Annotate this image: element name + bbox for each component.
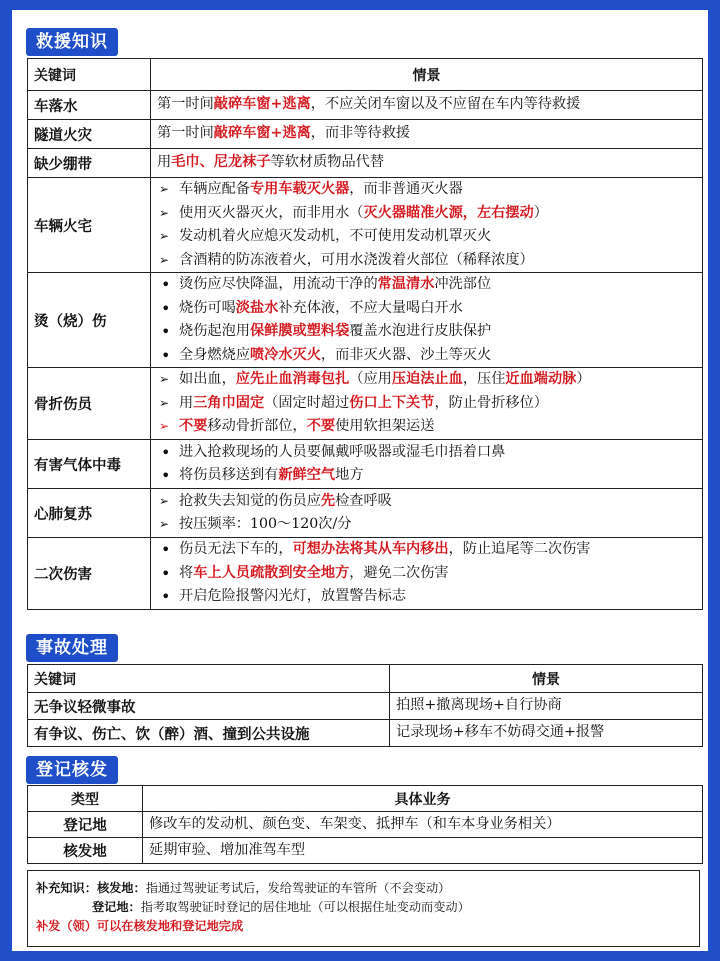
- rescue-row-key: 有害气体中毒: [28, 440, 151, 489]
- list-item: [157, 273, 696, 297]
- arrow-bullet-icon: ➢: [159, 182, 170, 196]
- scenario-list: [157, 441, 696, 488]
- accident-row: [28, 720, 703, 747]
- plain-text: 使用灭火器灭火，而非用水（: [179, 204, 364, 221]
- plain-text: 第一时间: [157, 125, 214, 142]
- list-item: [157, 562, 696, 586]
- list-item: [157, 368, 696, 392]
- highlight-text: 专用车载灭火器: [249, 181, 350, 197]
- arrow-bullet-icon: ➢: [159, 372, 170, 387]
- registration-row-key: 核发地: [28, 838, 143, 864]
- rescue-row: [28, 120, 703, 149]
- plain-text: 进入抢救现场的人员要佩戴呼吸器或湿毛巾捂着口鼻: [179, 443, 506, 460]
- list-item: [157, 344, 696, 368]
- rescue-row-scenario: [151, 538, 703, 610]
- accident-row: [28, 693, 703, 720]
- accident-row-value: 记录现场+移车不妨碍交通+报警: [390, 720, 703, 747]
- list-item: [157, 490, 696, 514]
- plain-text: 烫伤应尽快降温，用流动干净的: [179, 276, 378, 292]
- bullet-dot-icon: •: [161, 466, 171, 485]
- highlight-text: 压迫法止血: [391, 371, 463, 388]
- supplement-note: [27, 870, 700, 947]
- plain-text: ，不应关闭车窗以及不应留在车内等待救援: [310, 96, 581, 113]
- plain-text: 伤员无法下车的，: [179, 541, 293, 558]
- rescue-row-scenario: [151, 149, 703, 178]
- highlight-text: 近血端动脉: [505, 371, 577, 388]
- accident-header-scenario: 情景: [390, 665, 703, 693]
- rescue-row-key: 隧道火灾: [28, 120, 151, 149]
- plain-text: 覆盖水泡进行皮肤保护: [349, 323, 492, 339]
- accident-section-title: 事故处理: [26, 634, 118, 662]
- plain-text: 第一时间: [157, 96, 214, 113]
- rescue-table: [27, 58, 703, 610]
- list-item: [157, 202, 696, 226]
- registration-row: [28, 838, 703, 864]
- plain-text: 发动机着火应熄灭发动机，不可使用发动机罩灭火: [179, 228, 492, 244]
- page: [12, 10, 708, 951]
- note-label: 补充知识：: [36, 881, 97, 895]
- plain-text: 检查呼吸: [335, 492, 392, 509]
- plain-text: ）: [576, 371, 591, 388]
- arrow-bullet-icon: ➢: [159, 493, 170, 508]
- plain-text: 抢救失去知觉的伤员应: [179, 492, 321, 509]
- highlight-text: 灭火器瞄准火源，左右摆动: [363, 204, 534, 221]
- note-line1-key: 核发地：: [96, 881, 146, 895]
- rescue-row-scenario: [151, 120, 703, 149]
- rescue-row-scenario: [151, 489, 703, 538]
- scenario-list: [157, 273, 696, 367]
- plain-text: 车辆应配备: [179, 181, 250, 197]
- rescue-row: [28, 273, 703, 368]
- plain-text: 按压频率：100～120次/分: [179, 516, 352, 532]
- note-line1-value: 指通过驾驶证考试后，发给驾驶证的车管所（不会变动）: [145, 881, 451, 895]
- plain-text: 冲洗部位: [434, 276, 492, 292]
- highlight-text: 淡盐水: [235, 299, 279, 316]
- registration-row-key: 登记地: [28, 812, 143, 838]
- plain-text: ，压住: [462, 371, 506, 388]
- rescue-row-key: 车落水: [28, 91, 151, 120]
- accident-row-key: 有争议、伤亡、饮（醉）酒、撞到公共设施: [28, 720, 390, 747]
- list-item: [157, 513, 696, 537]
- accident-row-key: 无争议轻微事故: [28, 693, 390, 720]
- arrow-bullet-icon: ➢: [159, 205, 170, 220]
- highlight-text: 保鲜膜或塑料袋: [249, 323, 350, 339]
- highlight-text: 喷冷水灭火: [249, 346, 321, 363]
- rescue-row-key: 二次伤害: [28, 538, 151, 610]
- plain-text: ，防止骨折移位）: [434, 394, 548, 411]
- note-line3: 补发（领）可以在核发地和登记地完成: [36, 919, 244, 933]
- list-item: [157, 585, 696, 609]
- bullet-dot-icon: •: [161, 563, 171, 583]
- accident-row-value: 拍照+撤离现场+自行协商: [390, 693, 703, 720]
- scenario-list: [157, 368, 696, 439]
- plain-text: 烧伤起泡用: [179, 323, 250, 339]
- rescue-row-scenario: [151, 91, 703, 120]
- rescue-row: [28, 538, 703, 610]
- accident-header-keyword: 关键词: [28, 665, 390, 693]
- list-item: [157, 320, 696, 344]
- list-item: [157, 538, 696, 562]
- highlight-text: 车上人员疏散到安全地方: [193, 564, 350, 581]
- accident-table: [27, 664, 703, 747]
- list-item: [157, 178, 696, 202]
- highlight-text: 三角巾固定: [193, 394, 265, 411]
- note-line2-key: 登记地：: [92, 900, 141, 914]
- highlight-text: 伤口上下关节: [349, 394, 435, 411]
- registration-row: [28, 812, 703, 838]
- highlight-text: 新鲜空气: [278, 467, 336, 483]
- plain-text: ）: [533, 204, 548, 221]
- arrow-bullet-icon: ➢: [159, 395, 170, 410]
- scenario-list: [157, 538, 696, 609]
- arrow-bullet-icon: ➢: [159, 517, 170, 531]
- arrow-bullet-icon: ➢: [159, 419, 170, 434]
- rescue-row: [28, 178, 703, 273]
- plain-text: 烧伤可喝: [179, 299, 236, 316]
- list-item: [157, 297, 696, 321]
- plain-text: ，避免二次伤害: [349, 564, 449, 581]
- plain-text: 如出血，: [179, 371, 236, 388]
- registration-header-business: 具体业务: [143, 786, 703, 812]
- list-item: [157, 464, 696, 488]
- plain-text: （固定时超过: [264, 394, 350, 411]
- plain-text: 等软材质物品代替: [270, 154, 385, 171]
- plain-text: ，而非等待救援: [310, 125, 411, 142]
- highlight-text: 可想办法将其从车内移出: [292, 541, 449, 558]
- list-item: [157, 225, 696, 249]
- rescue-row-scenario: [151, 440, 703, 489]
- arrow-bullet-icon: ➢: [159, 229, 170, 243]
- bullet-dot-icon: •: [161, 275, 171, 294]
- plain-text: 用: [157, 154, 172, 171]
- plain-text: 将: [179, 564, 194, 581]
- plain-text: 将伤员移送到有: [179, 467, 279, 483]
- rescue-row: [28, 440, 703, 489]
- rescue-header-keyword: 关键词: [28, 59, 151, 91]
- plain-text: （应用: [349, 371, 392, 388]
- plain-text: 地方: [335, 467, 364, 483]
- registration-table: [27, 785, 703, 864]
- highlight-text: 常温清水: [377, 276, 435, 292]
- bullet-dot-icon: •: [161, 345, 171, 365]
- registration-row-value: 延期审验、增加准驾车型: [143, 838, 703, 864]
- plain-text: 全身燃烧应: [179, 346, 250, 363]
- rescue-row-key: 缺少绷带: [28, 149, 151, 178]
- list-item: [157, 249, 696, 273]
- rescue-row-key: 骨折伤员: [28, 368, 151, 440]
- rescue-row: [28, 91, 703, 120]
- list-item: [157, 415, 696, 439]
- plain-text: 使用软担架运送: [335, 418, 435, 435]
- highlight-text: 毛巾、尼龙袜子: [171, 154, 271, 171]
- highlight-text: 不要: [306, 418, 336, 435]
- registration-header-type: 类型: [28, 786, 143, 812]
- plain-text: 补充体液，不应大量喝白开水: [278, 299, 463, 316]
- note-line2-value: 指考取驾驶证时登记的居住地址（可以根据住址变动而变动）: [140, 900, 470, 914]
- highlight-text: 不要: [179, 418, 208, 435]
- highlight-text: 先: [320, 492, 336, 509]
- rescue-row-key: 心肺复苏: [28, 489, 151, 538]
- highlight-text: 敲碎车窗+逃离: [213, 125, 311, 142]
- registration-section-title: 登记核发: [26, 756, 118, 784]
- list-item: [157, 392, 696, 416]
- rescue-row-key: 烫（烧）伤: [28, 273, 151, 368]
- list-item: [157, 441, 696, 465]
- plain-text: 移动骨折部位，: [207, 418, 307, 435]
- plain-text: 用: [179, 394, 194, 411]
- bullet-dot-icon: •: [161, 298, 171, 318]
- rescue-row-scenario: [151, 178, 703, 273]
- scenario-list: [157, 490, 696, 537]
- bullet-dot-icon: •: [161, 587, 171, 607]
- bullet-dot-icon: •: [161, 442, 171, 462]
- highlight-text: 敲碎车窗+逃离: [213, 96, 311, 113]
- rescue-row: [28, 149, 703, 178]
- plain-text: 含酒精的防冻液着火，可用水浇泼着火部位（稀释浓度）: [179, 251, 534, 268]
- rescue-row-key: 车辆火宅: [28, 178, 151, 273]
- bullet-dot-icon: •: [161, 540, 171, 560]
- rescue-header-scenario: 情景: [151, 59, 703, 91]
- plain-text: ，而非普通灭火器: [349, 181, 463, 197]
- registration-row-value: 修改车的发动机、颜色变、车架变、抵押车（和车本身业务相关）: [143, 812, 703, 838]
- arrow-bullet-icon: ➢: [159, 252, 170, 267]
- rescue-row-scenario: [151, 368, 703, 440]
- rescue-row-scenario: [151, 273, 703, 368]
- plain-text: ，防止追尾等二次伤害: [448, 541, 591, 558]
- bullet-dot-icon: •: [161, 322, 171, 341]
- plain-text: ，而非灭火器、沙土等灭火: [320, 346, 492, 363]
- scenario-list: [157, 178, 696, 272]
- rescue-row: [28, 489, 703, 538]
- rescue-section-title: 救援知识: [26, 28, 118, 56]
- rescue-row: [28, 368, 703, 440]
- plain-text: 开启危险报警闪光灯，放置警告标志: [179, 588, 407, 605]
- highlight-text: 应先止血消毒包扎: [235, 371, 350, 388]
